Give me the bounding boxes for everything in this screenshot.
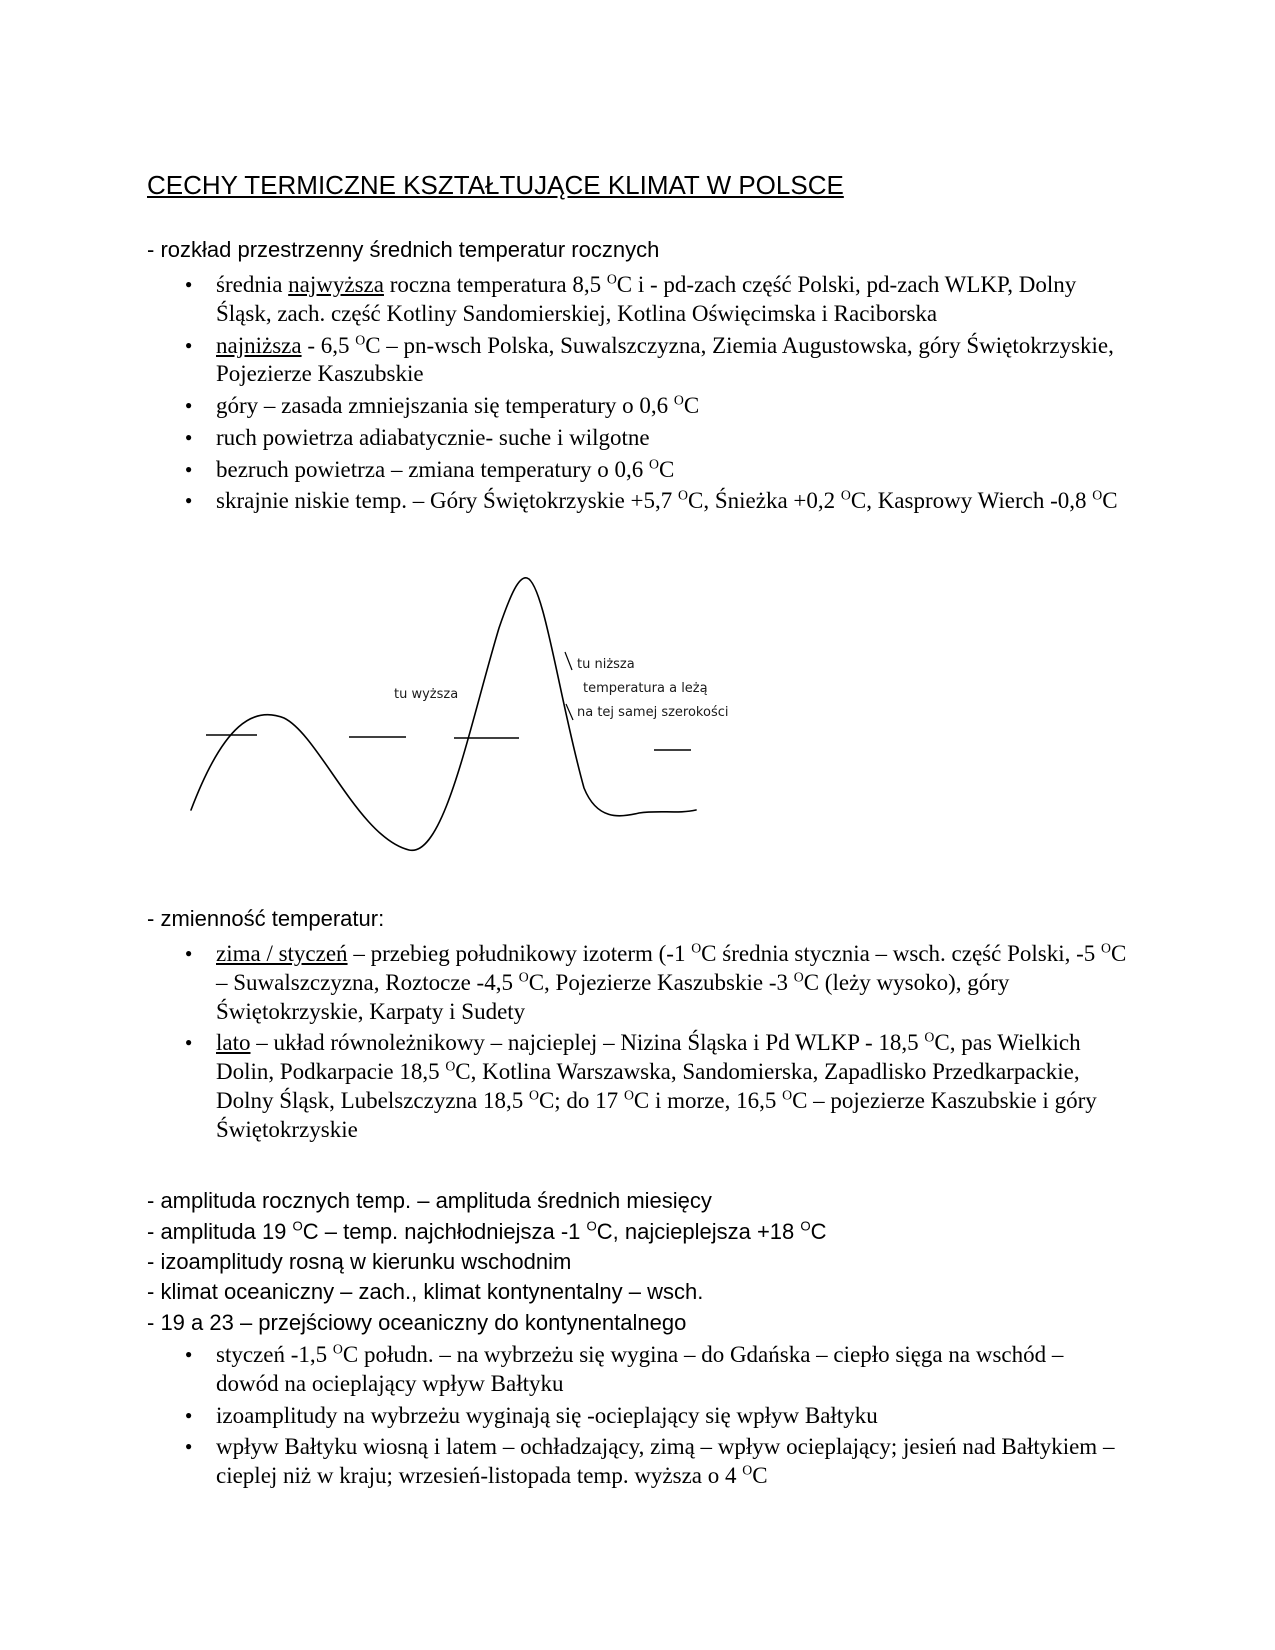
text-line: - 19 a 23 – przejściowy oceaniczny do kontynentalnego: [147, 1309, 687, 1335]
section-rozklad: [147, 237, 1130, 516]
diagram-label-higher: tu wyższa: [394, 687, 459, 702]
bullet-item: ● najniższa - 6,5 $^O$C – pn-wsch Polska, Suwalszczyzna, Ziemia Augustowska, góry Świętokrzyskie, Pojezierze Kaszubskie: [185, 332, 1130, 390]
section-amplituda: [147, 1186, 1130, 1491]
bullet-item: ● ruch powietrza adiabatycznie- suche i wilgotne: [185, 424, 1130, 453]
bullet-item: ● zima / styczeń – przebieg południkowy izoterm (-1 $^O$C średnia stycznia – wsch. część Polski, -5 $^O$C – Suwalszczyzna, Roztocze -4,5 $^O$C, Pojezierze Kaszubskie -3 $^O$C (leży wysoko), góry Świętokrzyskie, Karpaty i Sudety: [185, 940, 1130, 1026]
bullet-item: ● średnia najwyższa roczna temperatura 8,5 $^O$C i - pd-zach część Polski, pd-zach WLKP, Dolny Śląsk, zach. część Kotliny Sandomierskiej, Kotlina Oświęcimska i Raciborska: [185, 271, 1130, 329]
section-zmiennosc: [147, 906, 1130, 1144]
section-heading: - zmienność temperatur:: [147, 906, 385, 931]
bullet-item: ● bezruch powietrza – zmiana temperatury o 0,6 $^O$C: [185, 456, 1130, 485]
bullet-item: ● skrajnie niskie temp. – Góry Świętokrzyskie +5,7 $^O$C, Śnieżka +0,2 $^O$C, Kasprowy Wierch -0,8 $^O$C: [185, 487, 1130, 516]
bullet-list-rozklad: [185, 271, 1130, 516]
temperature-latitude-diagram: [189, 568, 1130, 878]
label-leader-line: [565, 652, 572, 670]
bullet-item: ● lato – układ równoleżnikowy – najcieplej – Nizina Śląska i Pd WLKP - 18,5 $^O$C, pas Wielkich Dolin, Podkarpacie 18,5 $^O$C, Kotlina Warszawska, Sandomierska, Zapadlisko Przedkarpackie, Dolny Śląsk, Lubelszczyzna 18,5 $^O$C; do 17 $^O$C i morze, 16,5 $^O$C – pojezierze Kaszubskie i góry Świętokrzyskie: [185, 1029, 1130, 1144]
diagram-label-lower-3: na tej samej szerokości: [577, 705, 729, 720]
diagram-label-lower-1: tu niższa: [577, 657, 635, 672]
text-line: - amplituda 19 $^O$C – temp. najchłodniejsza -1 $^O$C, najcieplejsza +18 $^O$C: [147, 1218, 827, 1244]
bullet-list-zmiennosc: [185, 940, 1130, 1144]
page-title: CECHY TERMICZNE KSZTAŁTUJĄCE KLIMAT W POLSCE: [147, 170, 844, 200]
section-heading: - rozkład przestrzenny średnich temperatur rocznych: [147, 237, 660, 262]
diagram-svg: [189, 568, 749, 878]
bullet-item: ● styczeń -1,5 $^O$C połudn. – na wybrzeżu się wygina – do Gdańska – ciepło sięga na wschód – dowód na ocieplający wpływ Bałtyku: [185, 1341, 1130, 1399]
bullet-item: ● góry – zasada zmniejszania się temperatury o 0,6 $^O$C: [185, 392, 1130, 421]
text-line: - izoamplitudy rosną w kierunku wschodnim: [147, 1248, 572, 1274]
text-line: - klimat oceaniczny – zach., klimat kontynentalny – wsch.: [147, 1279, 704, 1305]
bullet-item: ● wpływ Bałtyku wiosną i latem – ochładzający, zimą – wpływ ocieplający; jesień nad Bałtykiem – cieplej niż w kraju; wrzesień-listopada temp. wyższa o 4 $^O$C: [185, 1433, 1130, 1491]
diagram-label-lower-2: temperatura a leżą: [583, 681, 708, 696]
bullet-item: ● izoamplitudy na wybrzeżu wyginają się -ocieplający się wpływ Bałtyku: [185, 1402, 1130, 1431]
bullet-list-baltyk: [185, 1341, 1130, 1491]
text-line: - amplituda rocznych temp. – amplituda średnich miesięcy: [147, 1188, 712, 1214]
